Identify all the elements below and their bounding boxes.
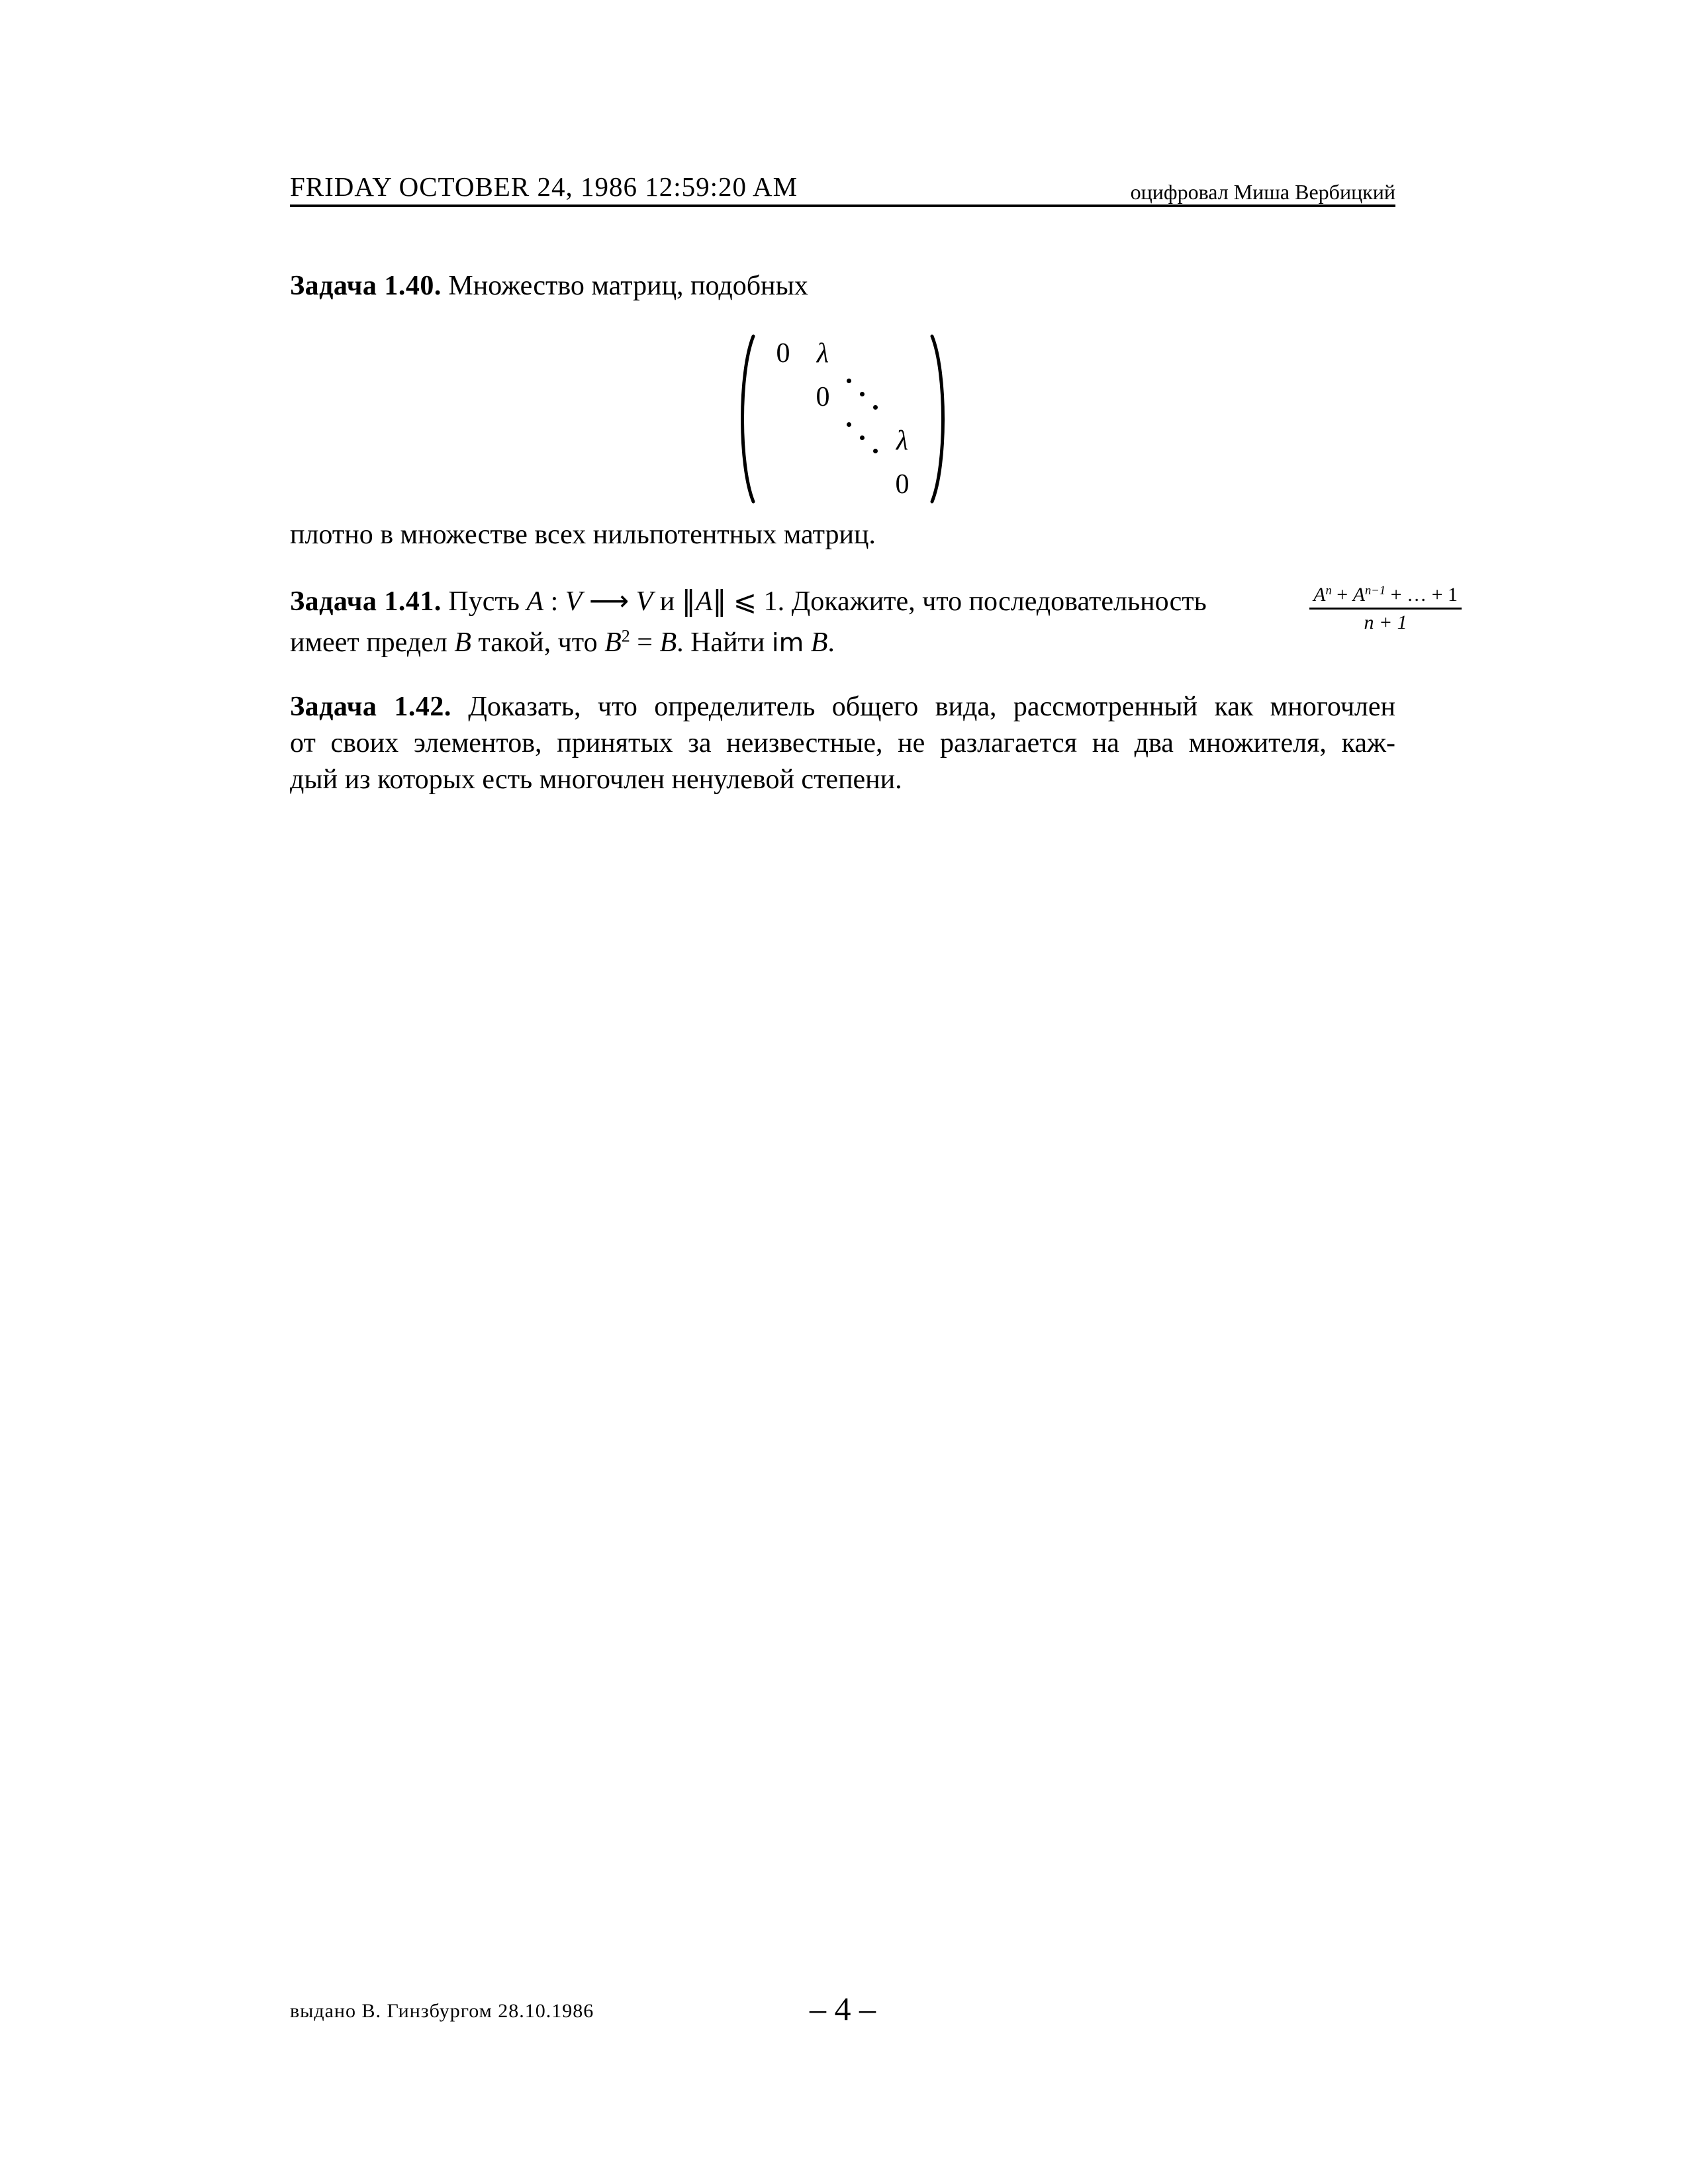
problem-140-label: Задача 1.40.: [290, 271, 442, 301]
problem-141-line2-post: . Найти: [677, 627, 765, 658]
math-var-A: A: [695, 586, 713, 617]
math-var-B-with-post: [659, 627, 765, 658]
math-B-squared: [604, 627, 630, 658]
plus-sign: +: [1336, 584, 1348, 606]
matrix-cell: λ: [896, 426, 909, 456]
math-var-V: V: [635, 586, 653, 617]
header-rule: [290, 205, 1395, 207]
matrix-cell: 0: [895, 469, 910, 500]
footer-issued-note: выдано В. Гинзбургом 28.10.1986: [290, 2000, 594, 2022]
header-date: FRIDAY OCTOBER 24, 1986 12:59:20 AM: [290, 171, 798, 202]
fraction-numerator: [1309, 584, 1462, 608]
matrix-cell: λ: [816, 338, 829, 369]
problem-140-outro: плотно в множестве всех нильпотентных матриц.: [290, 520, 876, 550]
math-var-B: B: [659, 627, 677, 658]
math-exp-n: n: [1325, 583, 1332, 598]
period: .: [827, 627, 835, 658]
matrix-left-paren: [731, 332, 758, 506]
math-exp-n-minus-1: n−1: [1365, 583, 1386, 598]
problem-141-line1: [290, 582, 1458, 633]
matrix-display: [290, 332, 1395, 506]
equals-sign: =: [637, 627, 653, 658]
math-exp-2: 2: [621, 626, 630, 646]
math-var-B: B: [810, 627, 828, 658]
problem-141-line2: [290, 624, 1395, 662]
matrix-right-paren: [927, 332, 954, 506]
math-var-V: V: [565, 586, 583, 617]
math-var-A: A: [1313, 584, 1326, 606]
problem-141-label: Задача 1.41.: [290, 586, 442, 617]
page-number: – 4 –: [810, 1990, 876, 2027]
matrix-cell: 0: [776, 338, 790, 369]
problem-141-word-let: Пусть: [448, 586, 520, 617]
problem-141-word-and: и: [659, 586, 675, 617]
operator-im: im: [771, 628, 804, 658]
diagonal-dots: [847, 379, 878, 410]
problem-142-line3: дый из которых есть многочлен ненулевой степени.: [290, 764, 902, 795]
math-norm-A: [682, 586, 727, 617]
long-right-arrow: ⟶: [588, 584, 630, 617]
problem-141-line2-mid: такой, что: [478, 627, 598, 658]
problem-142-text-line1: Доказать, что определитель общего вида, рассмотренный как многочлен: [468, 692, 1396, 722]
header-credit: оцифровал Миша Вербицкий: [1130, 180, 1395, 204]
problem-141-mid-text: Докажите, что последовательность: [791, 586, 1207, 617]
norm-bar: ‖: [712, 584, 727, 617]
matrix-grid: [758, 332, 927, 506]
problem-142-line1: [290, 688, 1395, 725]
math-var-A: A: [1352, 584, 1365, 606]
problem-140-intro: Множество матриц, подобных: [448, 271, 808, 301]
problem-142-line2: от своих элементов, принятых за неизвестные, не разлагается на два множителя, каж-: [290, 728, 1395, 758]
matrix-cell: [847, 422, 878, 459]
fraction-denominator: n + 1: [1309, 608, 1462, 633]
problem-141-line2-pre: имеет предел: [290, 627, 447, 658]
math-var-B: B: [604, 627, 622, 658]
problem-142-label: Задача 1.42.: [290, 692, 451, 722]
problem-140-heading-line: [290, 267, 1395, 304]
matrix-cell: [847, 379, 878, 416]
diagonal-dots: [847, 422, 878, 454]
math-var-B: B: [454, 627, 471, 658]
matrix-cell: 0: [816, 382, 830, 412]
fraction-numerator-tail: + … + 1: [1390, 584, 1458, 606]
math-im-and-arg: [772, 627, 835, 658]
math-colon: :: [550, 586, 559, 617]
norm-bar: ‖: [681, 584, 696, 617]
math-bound-one: 1.: [763, 586, 785, 617]
math-var-A: A: [526, 586, 544, 617]
less-equal-sign: ⩽: [733, 584, 757, 617]
